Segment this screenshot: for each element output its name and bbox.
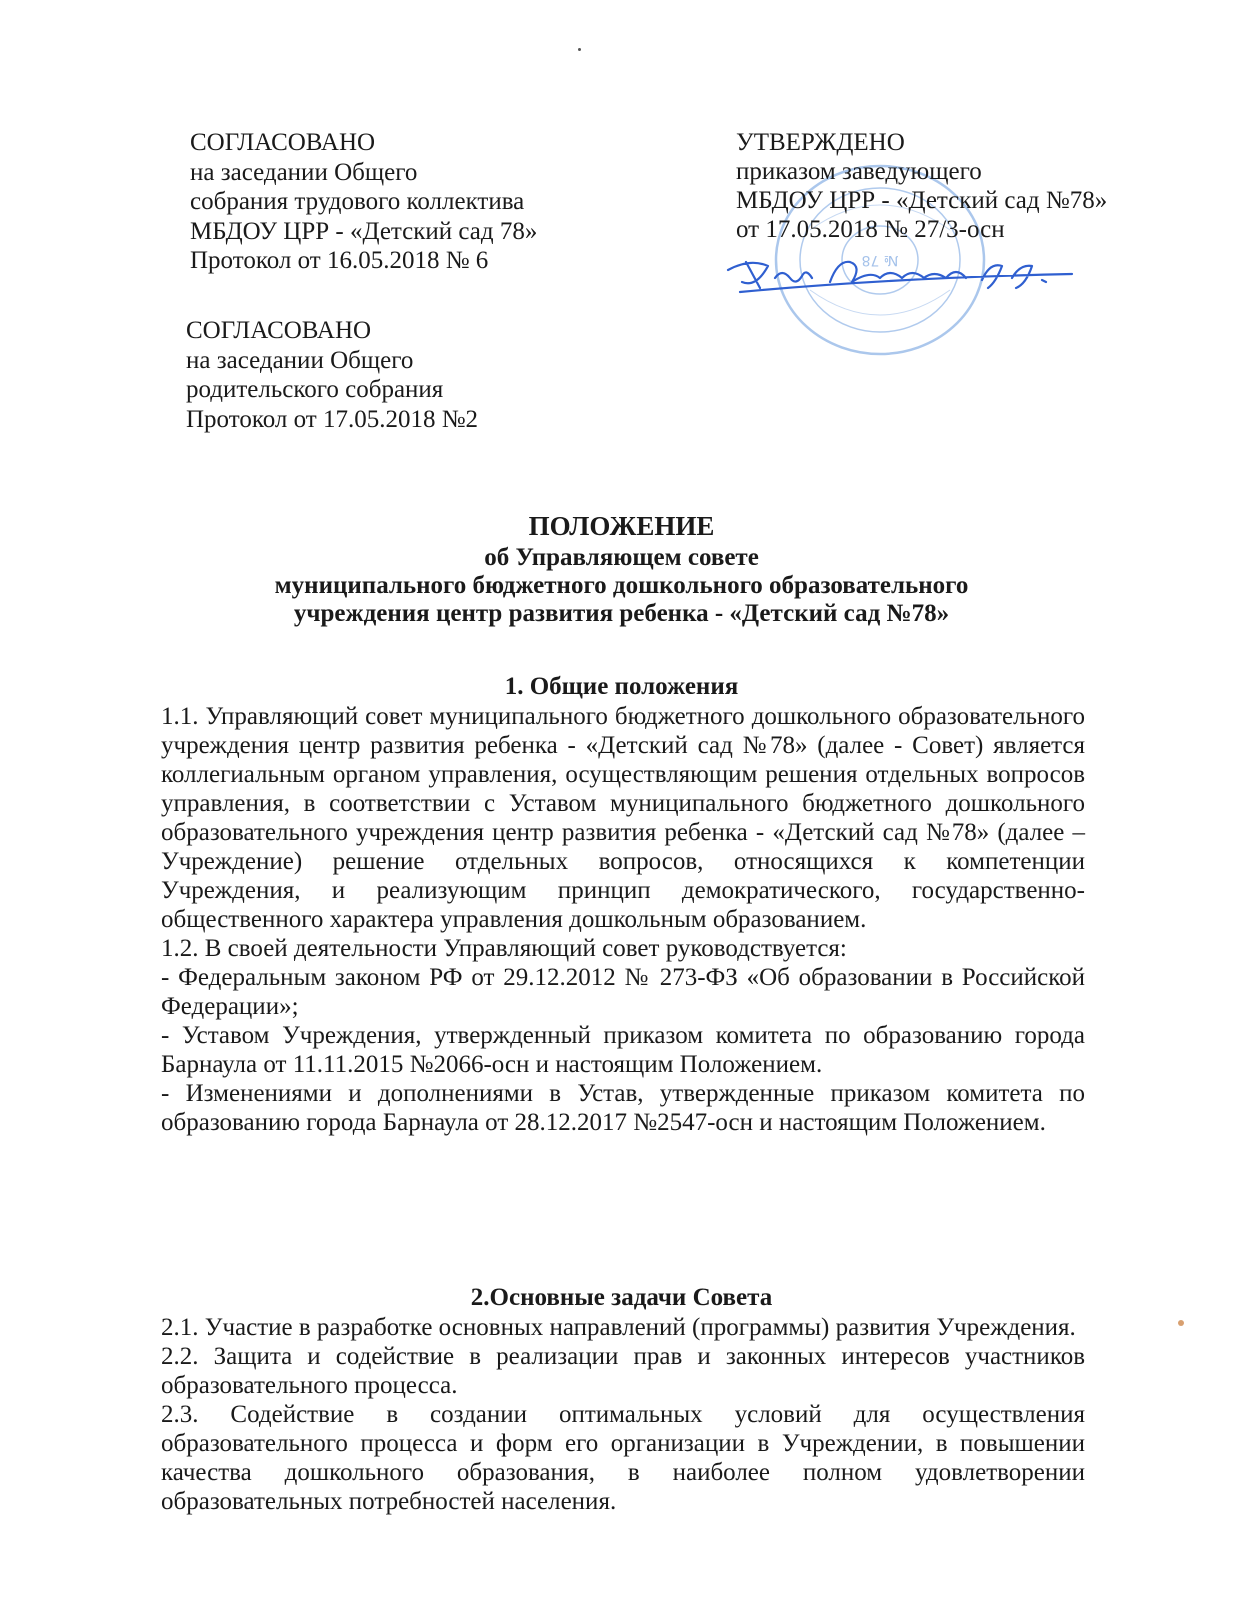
section-body <box>161 702 1085 1137</box>
paragraph: 2.1. Участие в разработке основных направлений (программы) развития Учреждения. <box>161 1314 1076 1341</box>
document-title: ПОЛОЖЕНИЕ <box>528 511 715 541</box>
approval-block-parents <box>186 316 478 434</box>
subtitle-line: муниципального бюджетного дошкольного образовательного <box>274 572 969 599</box>
approval-line: на заседании Общего <box>190 158 418 186</box>
approval-line: СОГЛАСОВАНО <box>190 129 376 156</box>
approved-line: приказом заведующего <box>736 158 982 185</box>
section-body <box>161 1313 1085 1516</box>
approval-line: родительского собрания <box>186 376 444 403</box>
approved-line: от 17.05.2018 № 27/3-осн <box>736 216 1005 243</box>
approval-block-staff <box>190 128 537 276</box>
subtitle-line: об Управляющем совете <box>484 544 759 571</box>
svg-text:№ 78: № 78 <box>861 252 899 268</box>
paragraph: 1.2. В своей деятельности Управляющий совет руководствуется: <box>161 935 847 962</box>
approval-line: Протокол от 17.05.2018 №2 <box>186 405 479 433</box>
subtitle-line: учреждения центр развития ребенка - «Детский сад №78» <box>293 600 950 627</box>
paragraph: - Изменениями и дополнениями в Устав, утвержденные приказом комитета по образованию города Барнаула от 28.12.2017 №2547-осн и настоящим Положением. <box>161 1080 1085 1136</box>
approval-line: МБДОУ ЦРР - «Детский сад 78» <box>190 217 538 245</box>
paragraph: - Федеральным законом РФ от 29.12.2012 № 273-ФЗ «Об образовании в Российской Федерации»; <box>161 964 1085 1020</box>
section-heading: 2.Основные задачи Совета <box>470 1284 773 1311</box>
approval-line: собрания трудового коллектива <box>190 188 525 215</box>
document-subtitle <box>0 544 1243 628</box>
paragraph: 1.1. Управляющий совет муниципального бюджетного дошкольного образовательного учреждения центр развития ребенка - «Детский сад №78» (далее - Совет) является коллегиальным органом управления, осуществляющим решения отдельных вопросов управления, в соответствии с Уставом муниципального бюджетного дошкольного образовательного учреждения центр развития ребенка - «Детский сад №78» (далее – Учреждение) решение отдельных вопросов, относящихся к компетенции Учреждения, и реализующим принцип демократического, государственно-общественного характера управления дошкольным образованием. <box>161 703 1085 933</box>
approved-line: МБДОУ ЦРР - «Детский сад №78» <box>736 187 1108 214</box>
approval-line: СОГЛАСОВАНО <box>186 317 372 344</box>
approved-line: УТВЕРЖДЕНО <box>736 129 905 156</box>
scan-dot <box>578 48 581 51</box>
handwritten-signature <box>720 248 1080 298</box>
paragraph: - Уставом Учреждения, утвержденный приказом комитета по образованию города Барнаула от 11.11.2015 №2066-осн и настоящим Положением. <box>161 1022 1085 1078</box>
scan-speck <box>1178 1320 1184 1326</box>
approved-block <box>736 128 1107 244</box>
section-heading: 1. Общие положения <box>504 673 739 700</box>
approval-line: на заседании Общего <box>186 346 414 374</box>
approval-line: Протокол от 16.05.2018 № 6 <box>190 247 489 274</box>
paragraph: 2.3. Содействие в создании оптимальных условий для осуществления образовательного процесса и форм его организации в Учреждении, в повышении качества дошкольного образования, в наиболее полном удовлетворении образовательных потребностей населения. <box>161 1401 1085 1515</box>
paragraph: 2.2. Защита и содействие в реализации прав и законных интересов участников образовательного процесса. <box>161 1343 1085 1399</box>
